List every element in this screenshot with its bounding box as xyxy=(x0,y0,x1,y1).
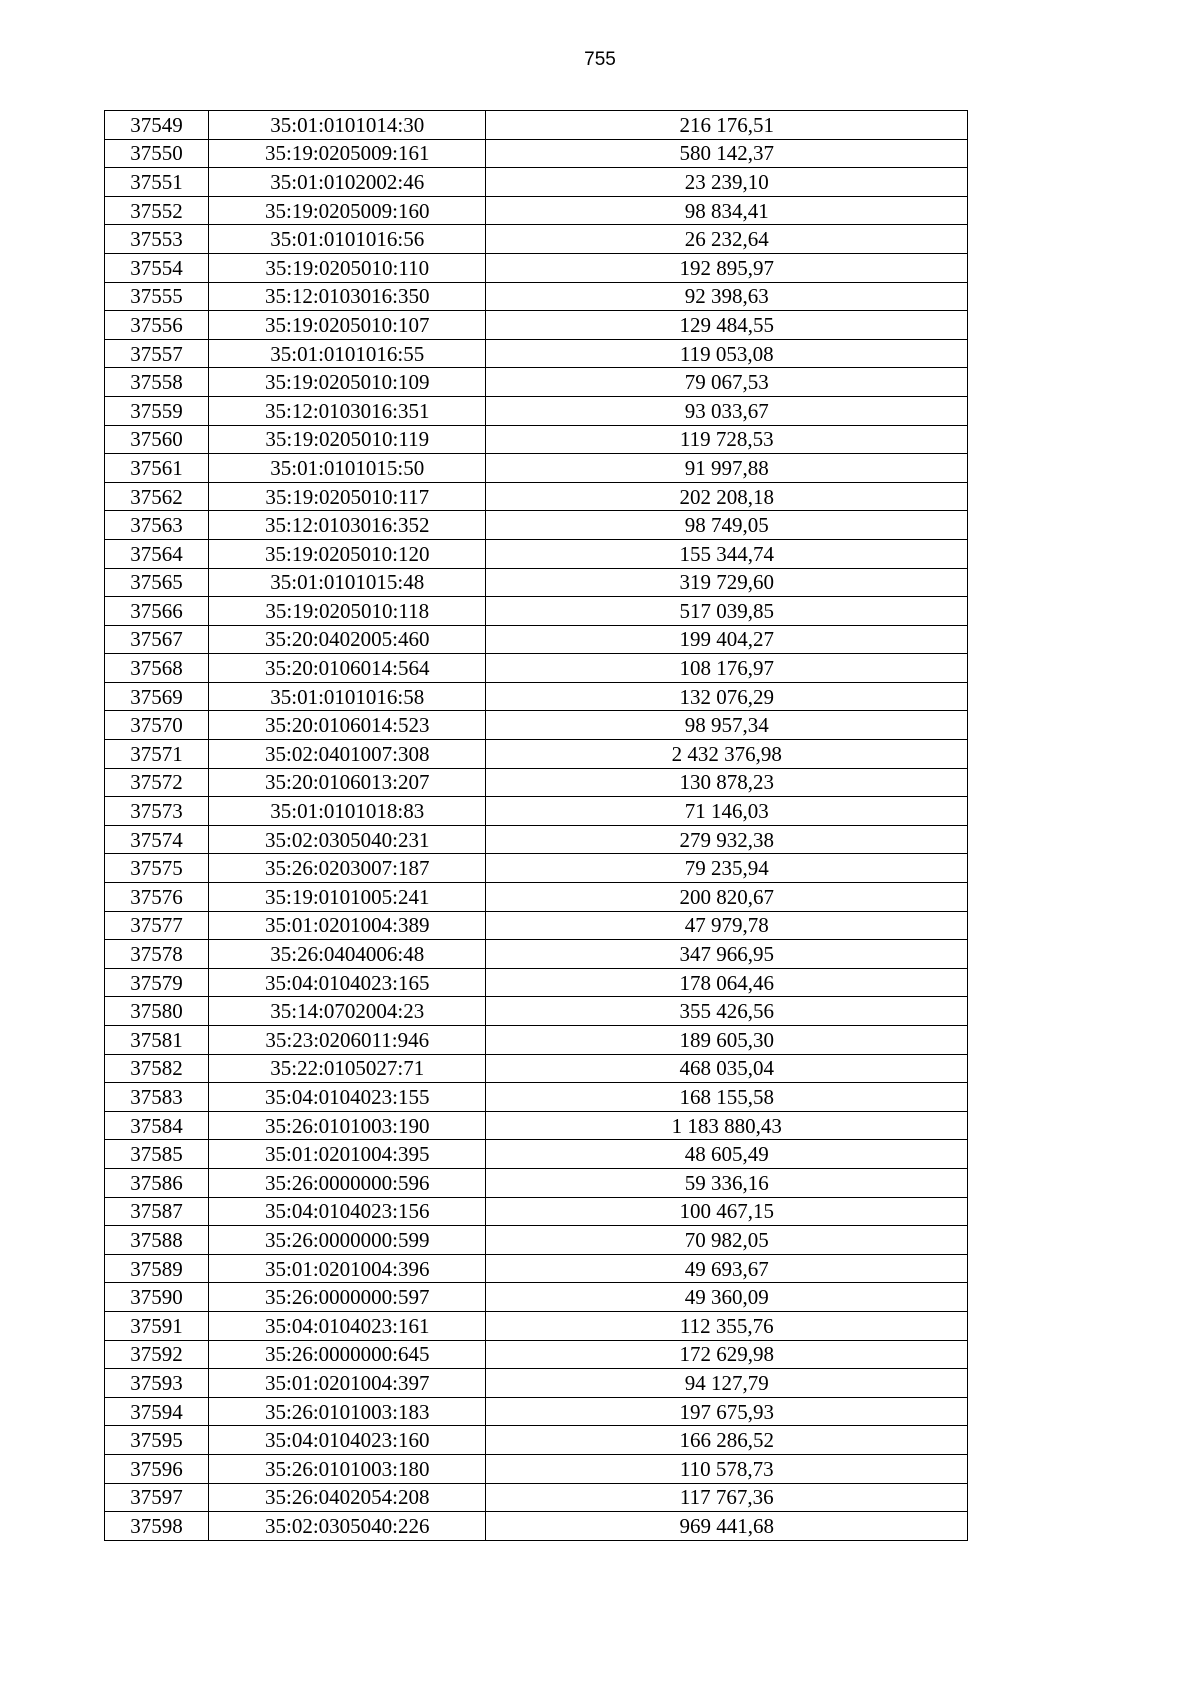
value-cell: 130 878,23 xyxy=(486,768,968,797)
cadastral-number-cell: 35:20:0402005:460 xyxy=(209,625,486,654)
table-row xyxy=(105,1340,968,1369)
table-row xyxy=(105,711,968,740)
value-cell: 172 629,98 xyxy=(486,1340,968,1369)
row-number-cell: 37575 xyxy=(105,854,209,883)
table-row xyxy=(105,1254,968,1283)
table-row xyxy=(105,1283,968,1312)
table-row xyxy=(105,768,968,797)
value-cell: 59 336,16 xyxy=(486,1168,968,1197)
row-number-cell: 37595 xyxy=(105,1426,209,1455)
value-cell: 79 067,53 xyxy=(486,368,968,397)
cadastral-number-cell: 35:12:0103016:350 xyxy=(209,282,486,311)
cadastral-number-cell: 35:14:0702004:23 xyxy=(209,997,486,1026)
table-row xyxy=(105,339,968,368)
row-number-cell: 37578 xyxy=(105,940,209,969)
row-number-cell: 37580 xyxy=(105,997,209,1026)
value-cell: 192 895,97 xyxy=(486,253,968,282)
table-row xyxy=(105,597,968,626)
value-cell: 93 033,67 xyxy=(486,396,968,425)
table-row xyxy=(105,1083,968,1112)
cadastral-number-cell: 35:26:0101003:190 xyxy=(209,1111,486,1140)
table-row xyxy=(105,740,968,769)
value-cell: 119 728,53 xyxy=(486,425,968,454)
registry-table xyxy=(104,110,968,1541)
value-cell: 168 155,58 xyxy=(486,1083,968,1112)
value-cell: 580 142,37 xyxy=(486,139,968,168)
table-row xyxy=(105,1426,968,1455)
cadastral-number-cell: 35:01:0101016:55 xyxy=(209,339,486,368)
table-row xyxy=(105,1226,968,1255)
table-row xyxy=(105,625,968,654)
value-cell: 47 979,78 xyxy=(486,911,968,940)
table-row xyxy=(105,1311,968,1340)
cadastral-number-cell: 35:19:0205009:161 xyxy=(209,139,486,168)
row-number-cell: 37568 xyxy=(105,654,209,683)
table-row xyxy=(105,282,968,311)
value-cell: 155 344,74 xyxy=(486,539,968,568)
value-cell: 199 404,27 xyxy=(486,625,968,654)
row-number-cell: 37555 xyxy=(105,282,209,311)
value-cell: 110 578,73 xyxy=(486,1454,968,1483)
table-row xyxy=(105,854,968,883)
table-row xyxy=(105,482,968,511)
table-row xyxy=(105,1454,968,1483)
cadastral-number-cell: 35:01:0101016:56 xyxy=(209,225,486,254)
cadastral-number-cell: 35:01:0101015:48 xyxy=(209,568,486,597)
table-row xyxy=(105,539,968,568)
row-number-cell: 37585 xyxy=(105,1140,209,1169)
value-cell: 48 605,49 xyxy=(486,1140,968,1169)
table-row xyxy=(105,425,968,454)
row-number-cell: 37554 xyxy=(105,253,209,282)
cadastral-number-cell: 35:04:0104023:156 xyxy=(209,1197,486,1226)
value-cell: 117 767,36 xyxy=(486,1483,968,1512)
table-row xyxy=(105,225,968,254)
value-cell: 79 235,94 xyxy=(486,854,968,883)
cadastral-number-cell: 35:26:0402054:208 xyxy=(209,1483,486,1512)
value-cell: 178 064,46 xyxy=(486,968,968,997)
value-cell: 91 997,88 xyxy=(486,454,968,483)
table-row xyxy=(105,311,968,340)
row-number-cell: 37574 xyxy=(105,825,209,854)
row-number-cell: 37593 xyxy=(105,1369,209,1398)
value-cell: 166 286,52 xyxy=(486,1426,968,1455)
table-row xyxy=(105,1197,968,1226)
row-number-cell: 37550 xyxy=(105,139,209,168)
cadastral-number-cell: 35:01:0201004:395 xyxy=(209,1140,486,1169)
value-cell: 189 605,30 xyxy=(486,1026,968,1055)
cadastral-number-cell: 35:19:0205010:119 xyxy=(209,425,486,454)
cadastral-number-cell: 35:04:0104023:165 xyxy=(209,968,486,997)
table-row xyxy=(105,883,968,912)
value-cell: 517 039,85 xyxy=(486,597,968,626)
table-row xyxy=(105,997,968,1026)
row-number-cell: 37576 xyxy=(105,883,209,912)
row-number-cell: 37584 xyxy=(105,1111,209,1140)
value-cell: 202 208,18 xyxy=(486,482,968,511)
value-cell: 216 176,51 xyxy=(486,111,968,140)
row-number-cell: 37558 xyxy=(105,368,209,397)
value-cell: 355 426,56 xyxy=(486,997,968,1026)
value-cell: 132 076,29 xyxy=(486,682,968,711)
table-row xyxy=(105,1512,968,1541)
row-number-cell: 37591 xyxy=(105,1311,209,1340)
row-number-cell: 37572 xyxy=(105,768,209,797)
cadastral-number-cell: 35:01:0101014:30 xyxy=(209,111,486,140)
table-row xyxy=(105,139,968,168)
row-number-cell: 37556 xyxy=(105,311,209,340)
cadastral-number-cell: 35:02:0305040:231 xyxy=(209,825,486,854)
row-number-cell: 37586 xyxy=(105,1168,209,1197)
value-cell: 92 398,63 xyxy=(486,282,968,311)
cadastral-number-cell: 35:04:0104023:161 xyxy=(209,1311,486,1340)
cadastral-number-cell: 35:23:0206011:946 xyxy=(209,1026,486,1055)
table-row xyxy=(105,940,968,969)
registry-table-body xyxy=(105,111,968,1541)
table-row xyxy=(105,968,968,997)
cadastral-number-cell: 35:20:0106014:564 xyxy=(209,654,486,683)
cadastral-number-cell: 35:26:0203007:187 xyxy=(209,854,486,883)
cadastral-number-cell: 35:19:0205010:120 xyxy=(209,539,486,568)
table-row xyxy=(105,1483,968,1512)
row-number-cell: 37552 xyxy=(105,196,209,225)
value-cell: 347 966,95 xyxy=(486,940,968,969)
row-number-cell: 37557 xyxy=(105,339,209,368)
cadastral-number-cell: 35:19:0101005:241 xyxy=(209,883,486,912)
cadastral-number-cell: 35:01:0102002:46 xyxy=(209,168,486,197)
value-cell: 112 355,76 xyxy=(486,1311,968,1340)
row-number-cell: 37562 xyxy=(105,482,209,511)
row-number-cell: 37597 xyxy=(105,1483,209,1512)
table-row xyxy=(105,1168,968,1197)
table-row xyxy=(105,1369,968,1398)
table-row xyxy=(105,797,968,826)
table-row xyxy=(105,1397,968,1426)
row-number-cell: 37596 xyxy=(105,1454,209,1483)
value-cell: 26 232,64 xyxy=(486,225,968,254)
table-row xyxy=(105,568,968,597)
value-cell: 969 441,68 xyxy=(486,1512,968,1541)
value-cell: 71 146,03 xyxy=(486,797,968,826)
table-row xyxy=(105,511,968,540)
row-number-cell: 37589 xyxy=(105,1254,209,1283)
cadastral-number-cell: 35:12:0103016:352 xyxy=(209,511,486,540)
row-number-cell: 37549 xyxy=(105,111,209,140)
cadastral-number-cell: 35:02:0401007:308 xyxy=(209,740,486,769)
value-cell: 100 467,15 xyxy=(486,1197,968,1226)
row-number-cell: 37598 xyxy=(105,1512,209,1541)
cadastral-number-cell: 35:04:0104023:160 xyxy=(209,1426,486,1455)
value-cell: 23 239,10 xyxy=(486,168,968,197)
row-number-cell: 37559 xyxy=(105,396,209,425)
value-cell: 197 675,93 xyxy=(486,1397,968,1426)
value-cell: 1 183 880,43 xyxy=(486,1111,968,1140)
value-cell: 279 932,38 xyxy=(486,825,968,854)
cadastral-number-cell: 35:01:0201004:389 xyxy=(209,911,486,940)
value-cell: 119 053,08 xyxy=(486,339,968,368)
row-number-cell: 37566 xyxy=(105,597,209,626)
cadastral-number-cell: 35:19:0205010:118 xyxy=(209,597,486,626)
table-row xyxy=(105,396,968,425)
row-number-cell: 37553 xyxy=(105,225,209,254)
cadastral-number-cell: 35:01:0201004:397 xyxy=(209,1369,486,1398)
cadastral-number-cell: 35:04:0104023:155 xyxy=(209,1083,486,1112)
row-number-cell: 37587 xyxy=(105,1197,209,1226)
cadastral-number-cell: 35:01:0101018:83 xyxy=(209,797,486,826)
row-number-cell: 37571 xyxy=(105,740,209,769)
row-number-cell: 37590 xyxy=(105,1283,209,1312)
table-row xyxy=(105,825,968,854)
value-cell: 2 432 376,98 xyxy=(486,740,968,769)
table-row xyxy=(105,1140,968,1169)
cadastral-number-cell: 35:01:0201004:396 xyxy=(209,1254,486,1283)
cadastral-number-cell: 35:19:0205009:160 xyxy=(209,196,486,225)
cadastral-number-cell: 35:19:0205010:109 xyxy=(209,368,486,397)
row-number-cell: 37592 xyxy=(105,1340,209,1369)
table-row xyxy=(105,654,968,683)
row-number-cell: 37570 xyxy=(105,711,209,740)
row-number-cell: 37567 xyxy=(105,625,209,654)
cadastral-number-cell: 35:19:0205010:107 xyxy=(209,311,486,340)
cadastral-number-cell: 35:26:0101003:180 xyxy=(209,1454,486,1483)
table-row xyxy=(105,454,968,483)
value-cell: 49 693,67 xyxy=(486,1254,968,1283)
row-number-cell: 37582 xyxy=(105,1054,209,1083)
value-cell: 108 176,97 xyxy=(486,654,968,683)
table-row xyxy=(105,1054,968,1083)
row-number-cell: 37560 xyxy=(105,425,209,454)
table-row xyxy=(105,368,968,397)
value-cell: 129 484,55 xyxy=(486,311,968,340)
cadastral-number-cell: 35:26:0000000:596 xyxy=(209,1168,486,1197)
row-number-cell: 37577 xyxy=(105,911,209,940)
cadastral-number-cell: 35:19:0205010:117 xyxy=(209,482,486,511)
value-cell: 98 749,05 xyxy=(486,511,968,540)
row-number-cell: 37581 xyxy=(105,1026,209,1055)
value-cell: 98 834,41 xyxy=(486,196,968,225)
row-number-cell: 37561 xyxy=(105,454,209,483)
value-cell: 98 957,34 xyxy=(486,711,968,740)
row-number-cell: 37594 xyxy=(105,1397,209,1426)
row-number-cell: 37565 xyxy=(105,568,209,597)
row-number-cell: 37569 xyxy=(105,682,209,711)
value-cell: 200 820,67 xyxy=(486,883,968,912)
value-cell: 49 360,09 xyxy=(486,1283,968,1312)
value-cell: 94 127,79 xyxy=(486,1369,968,1398)
table-row xyxy=(105,111,968,140)
table-row xyxy=(105,253,968,282)
cadastral-number-cell: 35:26:0404006:48 xyxy=(209,940,486,969)
cadastral-number-cell: 35:26:0000000:645 xyxy=(209,1340,486,1369)
row-number-cell: 37551 xyxy=(105,168,209,197)
value-cell: 319 729,60 xyxy=(486,568,968,597)
cadastral-number-cell: 35:19:0205010:110 xyxy=(209,253,486,282)
cadastral-number-cell: 35:01:0101016:58 xyxy=(209,682,486,711)
table-row xyxy=(105,196,968,225)
cadastral-number-cell: 35:22:0105027:71 xyxy=(209,1054,486,1083)
cadastral-number-cell: 35:26:0000000:597 xyxy=(209,1283,486,1312)
row-number-cell: 37583 xyxy=(105,1083,209,1112)
table-row xyxy=(105,1026,968,1055)
row-number-cell: 37564 xyxy=(105,539,209,568)
table-row xyxy=(105,168,968,197)
value-cell: 468 035,04 xyxy=(486,1054,968,1083)
table-row xyxy=(105,1111,968,1140)
cadastral-number-cell: 35:01:0101015:50 xyxy=(209,454,486,483)
cadastral-number-cell: 35:20:0106014:523 xyxy=(209,711,486,740)
cadastral-number-cell: 35:12:0103016:351 xyxy=(209,396,486,425)
row-number-cell: 37563 xyxy=(105,511,209,540)
table-row xyxy=(105,682,968,711)
cadastral-number-cell: 35:26:0101003:183 xyxy=(209,1397,486,1426)
cadastral-number-cell: 35:26:0000000:599 xyxy=(209,1226,486,1255)
row-number-cell: 37579 xyxy=(105,968,209,997)
cadastral-number-cell: 35:20:0106013:207 xyxy=(209,768,486,797)
row-number-cell: 37573 xyxy=(105,797,209,826)
cadastral-number-cell: 35:02:0305040:226 xyxy=(209,1512,486,1541)
row-number-cell: 37588 xyxy=(105,1226,209,1255)
table-row xyxy=(105,911,968,940)
page-number: 755 xyxy=(584,49,616,70)
value-cell: 70 982,05 xyxy=(486,1226,968,1255)
